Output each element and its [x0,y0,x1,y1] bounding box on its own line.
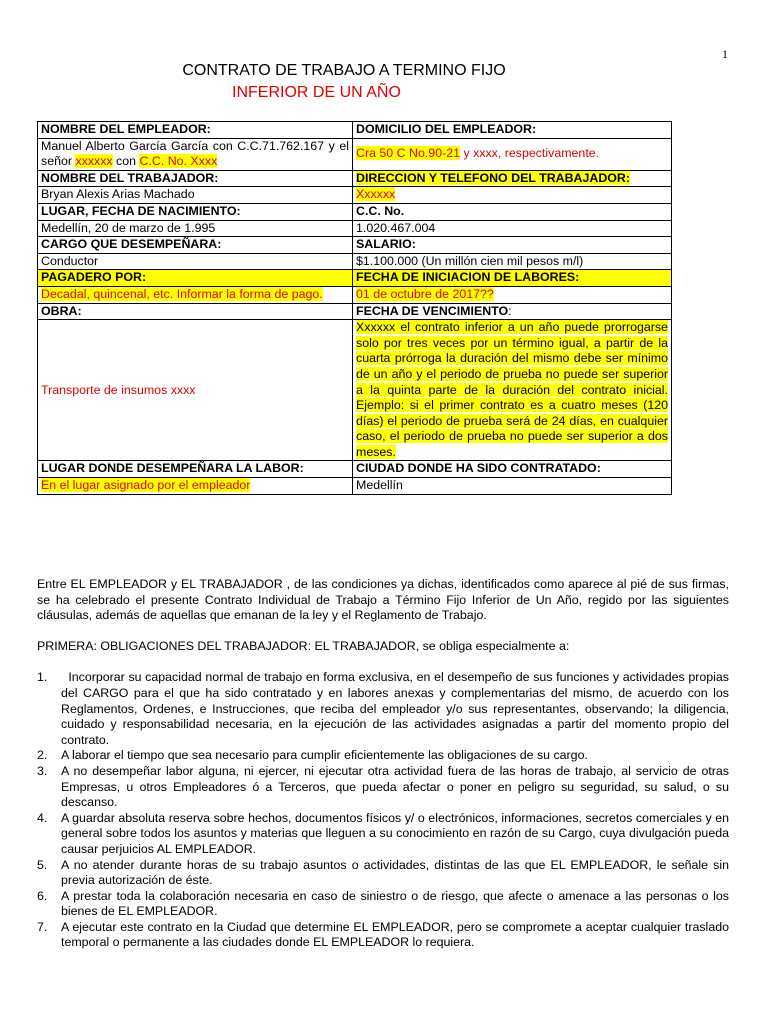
empleador-label: NOMBRE DEL EMPLEADOR: [38,122,353,139]
page-number: 1 [722,47,728,61]
cargo-value: Conductor [38,253,353,270]
domicilio-label: DOMICILIO DEL EMPLEADOR: [353,122,672,139]
list-item: 4. A guardar absoluta reserva sobre hechos, documentos físicos y/ o electrónicos, informaciones, secretos comerciales y en general sobre todos los asuntos y materias que lleguen a su conocimiento en razón de su Cargo, cuya divulgación pueda causar perjuicios AL EMPLEADOR. [37,810,729,856]
lugar-labor-value: En el lugar asignado por el empleador [38,478,353,495]
lugar-fecha-label: LUGAR, FECHA DE NACIMIENTO: [38,203,353,220]
cargo-label: CARGO QUE DESEMPEÑARA: [38,237,353,254]
domicilio-value: Cra 50 C No.90-21 y xxxx, respectivamente. [353,138,672,170]
ciudad-value: Medellín [353,478,672,495]
contract-body [37,577,733,951]
list-item: 2. A laborar el tiempo que sea necesario para cumplir eficientemente las obligaciones de su cargo. [37,748,588,763]
obra-value: Transporte de insumos xxxx [38,320,353,461]
document-subtitle: INFERIOR DE UN AÑO [232,84,401,101]
trabajador-value: Bryan Alexis Arias Machado [38,187,353,204]
obra-label: OBRA: [38,303,353,320]
list-item: 1. Incorporar su capacidad normal de trabajo en forma exclusiva, en el desempeño de sus funciones y actividades propias del CARGO para el que ha sido contratado y en labores anexas y complementarias del mismo, de acuerdo con los Reglamentos, Ordenes, e Instrucciones, que reciba del empleador y/o sus representantes, observando; la diligencia, cuidado y responsabilidad necesaria, en la ejecución de las actividades asignadas a partir del momento propio del contrato. [37,670,733,747]
empleador-value: Manuel Alberto García García con C.C.71.762.167 y el señor xxxxxx con C.C. No. Xxxx [38,138,353,170]
list-item: 6. A prestar toda la colaboración necesaria en caso de siniestro o de riesgo, que afecte o amenace a las personas o los bienes de EL EMPLEADOR. [37,888,729,919]
intro-paragraph: Entre EL EMPLEADOR y EL TRABAJADOR , de las condiciones ya dichas, identificados como aparece al pié de sus firmas, se ha celebrado el presente Contrato Individual de Trabajo a Término Fijo Inferior de Un Año, regido por las siguientes cláusulas, además de aquellas que emanan de la ley y el Reglamento de Trabajo. [37,577,729,623]
list-item: 5. A no atender durante horas de su trabajo asuntos o actividades, distintas de las que EL EMPLEADOR, le señale sin previa autorización de éste. [37,857,729,888]
list-item: 3. A no desempeñar labor alguna, ni ejercer, ni ejecutar otra actividad fuera de las horas de trabajo, al servicio de otras Empresas, u otros Empleadores ó a Terceros, que pueda afectar o poner en peligro su seguridad, su salud, o su descanso. [37,763,729,810]
salario-value: $1.100.000 (Un millón cien mil pesos m/l) [353,253,672,270]
salario-label: SALARIO: [353,237,672,254]
direccion-value: Xxxxxx [353,187,672,204]
fecha-inicio-value: 01 de octubre de 2017?? [353,286,672,303]
direccion-label: DIRECCION Y TELEFONO DEL TRABAJADOR: [353,170,672,187]
document-title: CONTRATO DE TRABAJO A TERMINO FIJO [182,62,506,79]
primera-heading: PRIMERA: OBLIGACIONES DEL TRABAJADOR: EL TRABAJADOR, se obliga especialmente a: [37,638,570,653]
pagadero-label: PAGADERO POR: [38,270,353,287]
pagadero-value: Decadal, quincenal, etc. Informar la forma de pago. [38,286,353,303]
lugar-labor-label: LUGAR DONDE DESEMPEÑARA LA LABOR: [38,461,353,478]
lugar-fecha-value: Medellín, 20 de marzo de 1.995 [38,220,353,237]
fecha-inicio-label: FECHA DE INICIACION DE LABORES: [353,270,672,287]
vencimiento-value: Xxxxxx el contrato inferior a un año puede prorrogarse solo por tres veces por un término igual, a partir de la cuarta prórroga la duración del mismo debe ser mínimo de un año y el periodo de prueba no puede ser superior a la quinta parte de la duración del contrato inicial. Ejemplo: si el primer contrato es a cuatro meses (120 días) el periodo de prueba será de 24 días, en cualquier caso, el periodo de prueba no puede ser superior a dos meses. [353,320,672,461]
contract-data-table [37,121,672,495]
cc-value: 1.020.467.004 [353,220,672,237]
ciudad-label: CIUDAD DONDE HA SIDO CONTRATADO: [353,461,672,478]
obligations-list [37,670,733,951]
vencimiento-label: FECHA DE VENCIMIENTO: [353,303,672,320]
trabajador-label: NOMBRE DEL TRABAJADOR: [38,170,353,187]
cc-label: C.C. No. [353,203,672,220]
list-item: 7. A ejecutar este contrato en la Ciudad que determine EL EMPLEADOR, pero se compromete a aceptar cualquier traslado temporal o permanente a las ciudades donde EL EMPLEADOR lo requiera. [37,919,729,950]
